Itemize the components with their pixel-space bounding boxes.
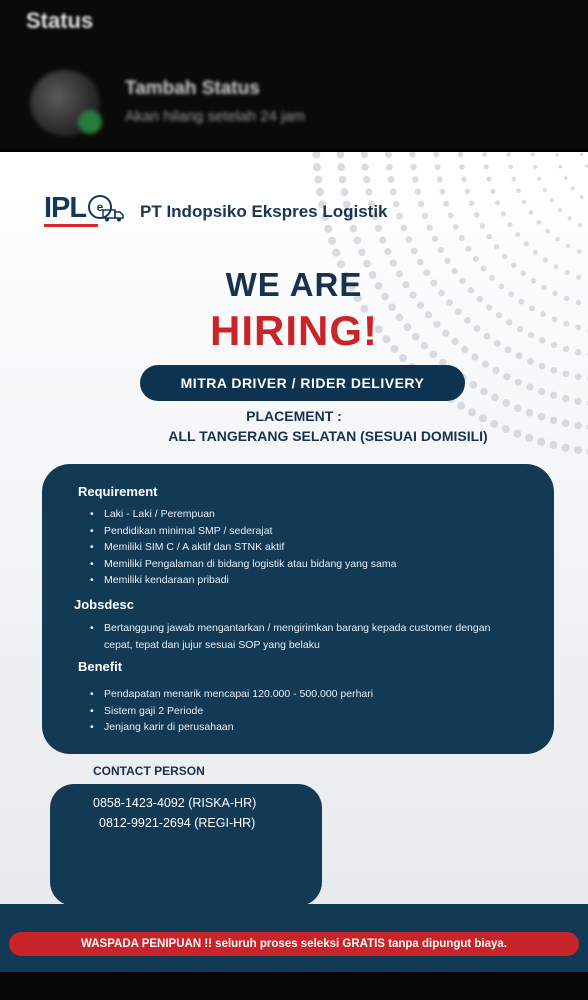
requirement-title: Requirement bbox=[78, 484, 158, 499]
headline-hiring: HIRING! bbox=[210, 307, 378, 354]
requirement-list bbox=[90, 506, 530, 589]
contact-phone-regi[interactable]: 0812-9921-2694 (REGI-HR) bbox=[99, 816, 256, 830]
list-item: • Jenjang karir di perusahaan bbox=[90, 719, 530, 736]
list-item: • Pendapatan menarik mencapai 120.000 - 500.000 perhari bbox=[90, 686, 530, 703]
placement-label: PLACEMENT : bbox=[246, 408, 342, 424]
status-title: Status bbox=[26, 8, 94, 33]
status-subtitle: Akan hilang setelah 24 jam bbox=[125, 108, 306, 125]
contact-panel bbox=[50, 784, 322, 906]
position-pill: MITRA DRIVER / RIDER DELIVERY bbox=[140, 365, 465, 401]
benefit-title: Benefit bbox=[78, 659, 123, 674]
bottom-bar bbox=[0, 972, 588, 1000]
list-item: • Memiliki kendaraan pribadi bbox=[90, 572, 530, 589]
list-item: • Sistem gaji 2 Periode bbox=[90, 703, 530, 720]
hiring-poster bbox=[0, 152, 588, 972]
logo-text: IPL bbox=[44, 192, 87, 224]
fraud-warning-banner: WASPADA PENIPUAN !! seluruh proses seleksi GRATIS tanpa dipungut biaya. bbox=[9, 932, 579, 956]
list-item: • Pendidikan minimal SMP / sederajat bbox=[90, 523, 530, 540]
list-item: • Memiliki Pengalaman di bidang logistik atau bidang yang sama bbox=[90, 556, 530, 573]
contact-person-label: CONTACT PERSON bbox=[93, 764, 205, 778]
jobdesc-list bbox=[90, 620, 510, 653]
status-header bbox=[0, 0, 588, 150]
truck-icon bbox=[102, 208, 124, 222]
logo-badge: e bbox=[88, 195, 112, 219]
jobdesc-title: Jobsdesc bbox=[74, 597, 134, 612]
contact-phone-riska[interactable]: 0858-1423-4092 (RISKA-HR) bbox=[93, 796, 257, 810]
company-logo bbox=[44, 192, 104, 225]
placement-value: ALL TANGERANG SELATAN (SESUAI DOMISILI) bbox=[168, 428, 488, 444]
company-name: PT Indopsiko Ekspres Logistik bbox=[140, 202, 388, 221]
details-panel bbox=[42, 464, 554, 754]
list-item: • Bertanggung jawab mengantarkan / mengirimkan barang kepada customer dengan cepat, tepat dan jujur sesuai SOP yang belaku bbox=[90, 620, 510, 653]
add-status-label[interactable]: Tambah Status bbox=[125, 78, 260, 99]
avatar[interactable] bbox=[30, 70, 100, 136]
benefit-list bbox=[90, 686, 530, 736]
list-item: • Memiliki SIM C / A aktif dan STNK aktif bbox=[90, 539, 530, 556]
list-item: • Laki - Laki / Perempuan bbox=[90, 506, 530, 523]
headline-we-are: WE ARE bbox=[225, 266, 363, 303]
logo-underline bbox=[44, 224, 98, 227]
